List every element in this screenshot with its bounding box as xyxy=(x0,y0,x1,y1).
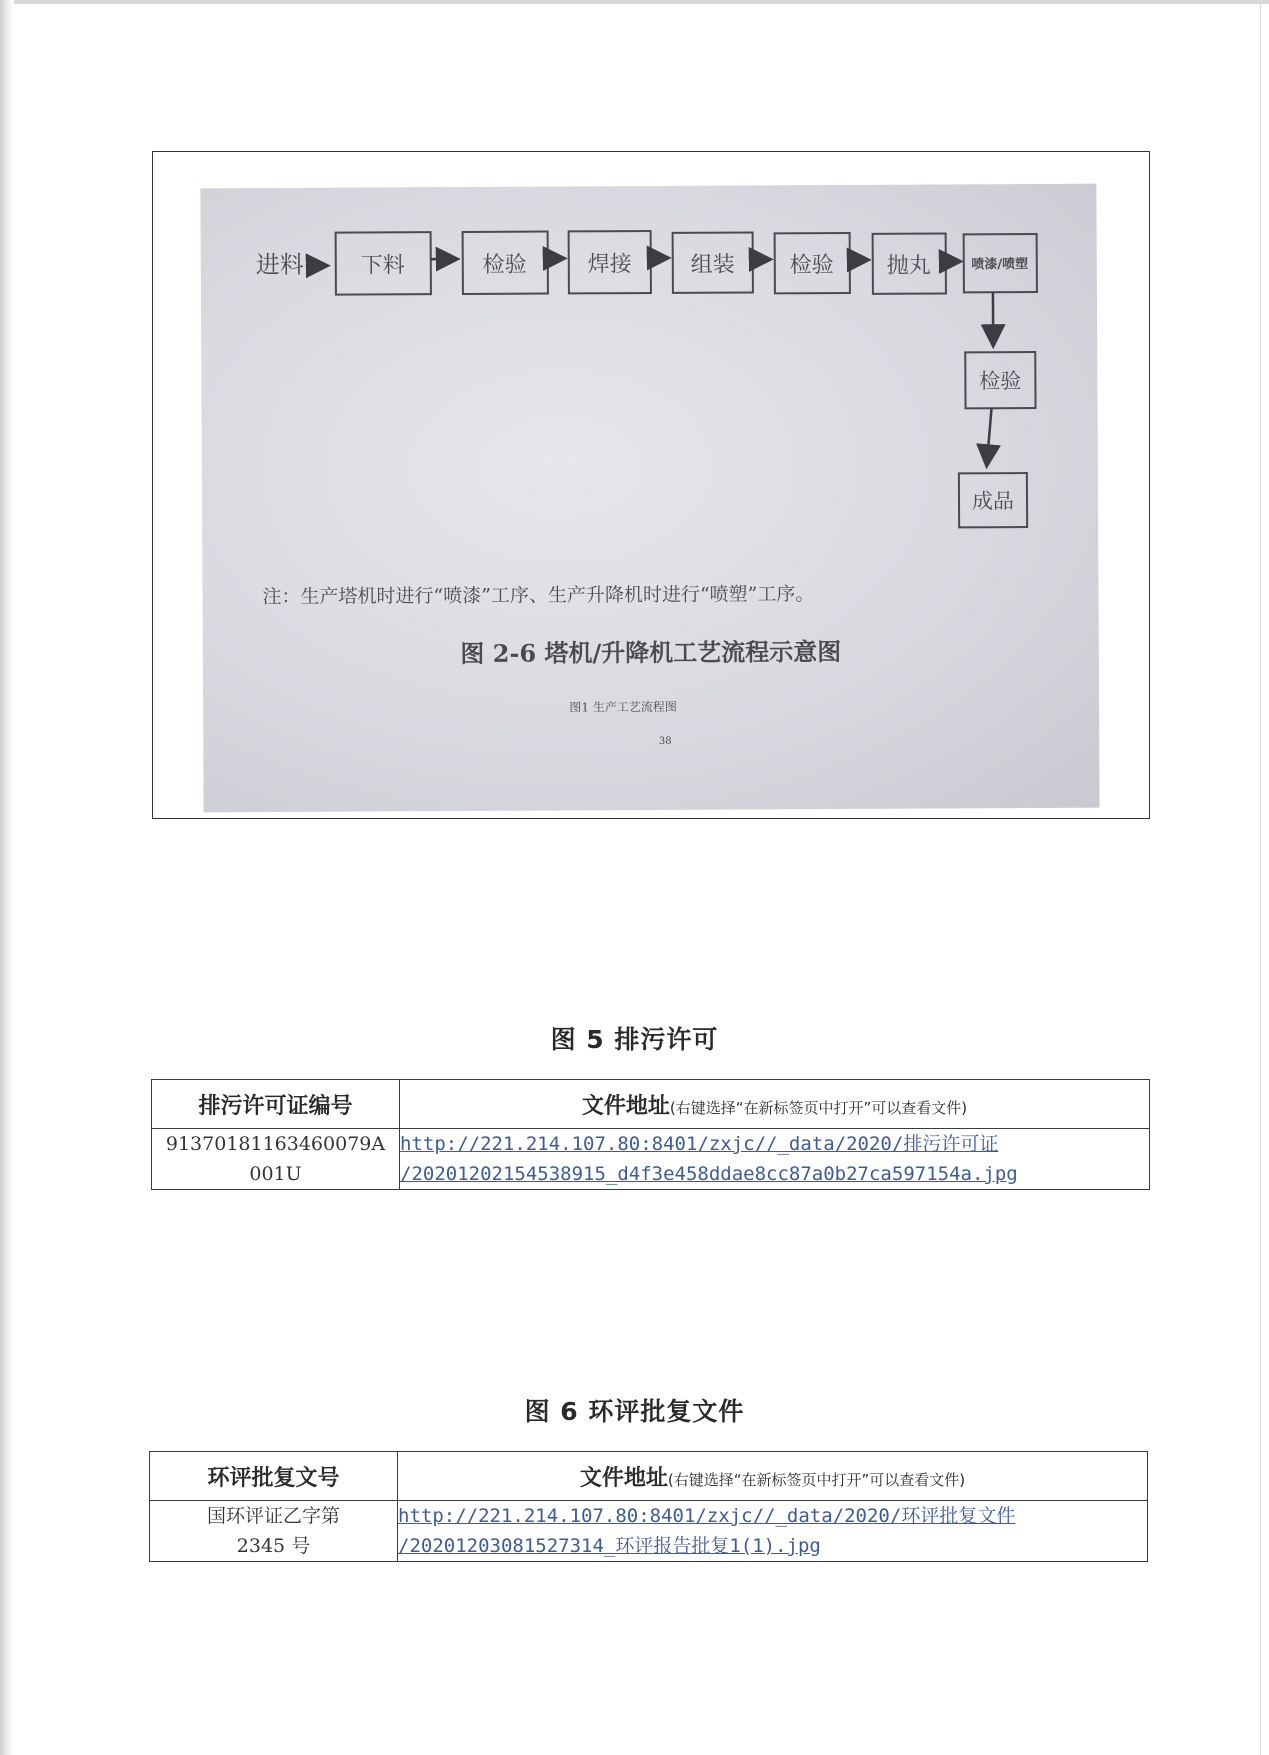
approval-number-line2: 2345 号 xyxy=(236,1535,311,1557)
flow-page-number: 38 xyxy=(658,735,672,747)
flowchart-diagram xyxy=(200,184,1099,813)
flow-title: 图 2-6 塔机/升降机工艺流程示意图 xyxy=(460,637,842,668)
figure6-col1-header: 环评批复文号 xyxy=(150,1452,398,1501)
table-row xyxy=(150,1501,1148,1562)
approval-file-link[interactable] xyxy=(398,1501,1147,1561)
approval-url-cell xyxy=(398,1501,1148,1562)
table-header-row xyxy=(150,1452,1148,1501)
flow-start-label: 进料 xyxy=(255,250,304,280)
flow-step-5 xyxy=(775,233,850,293)
figure5-caption: 图 5 排污许可 xyxy=(550,1025,719,1054)
figure5-col2-title: 文件地址 xyxy=(581,1093,670,1119)
permit-url-cell xyxy=(400,1129,1150,1190)
permit-file-link[interactable] xyxy=(400,1129,1149,1189)
figure6-caption: 图 6 环评批复文件 xyxy=(524,1397,745,1426)
figure6-col2-hint: (右键选择“在新标签页中打开”可以查看文件) xyxy=(667,1470,966,1489)
flow-step-label: 焊接 xyxy=(587,252,632,278)
approval-number-cell xyxy=(150,1501,398,1562)
scan-edge-right xyxy=(1260,0,1261,1755)
flow-step-6 xyxy=(873,233,946,293)
approval-number-line1: 国环评证乙字第 xyxy=(206,1505,340,1527)
flow-step-label: 喷漆/喷塑 xyxy=(971,257,1029,273)
flow-subcaption: 图1 生产工艺流程图 xyxy=(569,699,677,715)
figure6-col2-header xyxy=(398,1452,1148,1501)
permit-number-line1: 91370181163460079A xyxy=(165,1133,386,1155)
flow-step-3 xyxy=(569,231,651,293)
table-row xyxy=(152,1129,1150,1190)
flow-step-7 xyxy=(964,234,1037,292)
flow-step-label: 成品 xyxy=(971,489,1015,514)
flow-arrow xyxy=(987,408,992,464)
flow-down-step-2 xyxy=(959,473,1027,527)
scan-edge-left xyxy=(0,0,14,1755)
permit-number-line2: 001U xyxy=(249,1163,302,1185)
scan-edge-top xyxy=(0,0,1269,4)
flow-down-step-1 xyxy=(965,352,1035,408)
permit-url-line1: http://221.214.107.80:8401/zxjc//_data/2020/排污许可证 xyxy=(400,1133,999,1155)
figure5-table xyxy=(151,1079,1150,1190)
figure5-col1-header: 排污许可证编号 xyxy=(152,1080,400,1129)
permit-number-cell xyxy=(152,1129,400,1190)
figure5-col2-hint: (右键选择“在新标签页中打开”可以查看文件) xyxy=(669,1098,968,1117)
flow-note: 注：生产塔机时进行“喷漆”工序、生产升降机时进行“喷塑”工序。 xyxy=(262,583,815,609)
permit-url-line2: /20201202154538915_d4f3e458ddae8cc87a0b27ca597154a.jpg xyxy=(400,1163,1018,1185)
flow-step-2 xyxy=(463,232,548,294)
flow-step-label: 组装 xyxy=(690,252,735,278)
figure5-col2-header xyxy=(400,1080,1150,1129)
table-header-row xyxy=(152,1080,1150,1129)
approval-url-line2: /20201203081527314_环评报告批复1(1).jpg xyxy=(398,1535,821,1557)
figure6-table xyxy=(149,1451,1148,1562)
flowchart-photo xyxy=(200,184,1099,813)
flow-step-label: 检验 xyxy=(789,253,834,279)
flow-step-label: 抛丸 xyxy=(886,253,931,279)
flow-step-4 xyxy=(673,232,753,292)
flow-step-label: 检验 xyxy=(482,252,527,278)
flow-step-label: 检验 xyxy=(979,369,1022,394)
approval-url-line1: http://221.214.107.80:8401/zxjc//_data/2020/环评批复文件 xyxy=(398,1505,1016,1527)
flow-step-1 xyxy=(336,232,431,294)
figure6-col2-title: 文件地址 xyxy=(579,1465,668,1491)
flow-step-label: 下料 xyxy=(360,253,405,279)
